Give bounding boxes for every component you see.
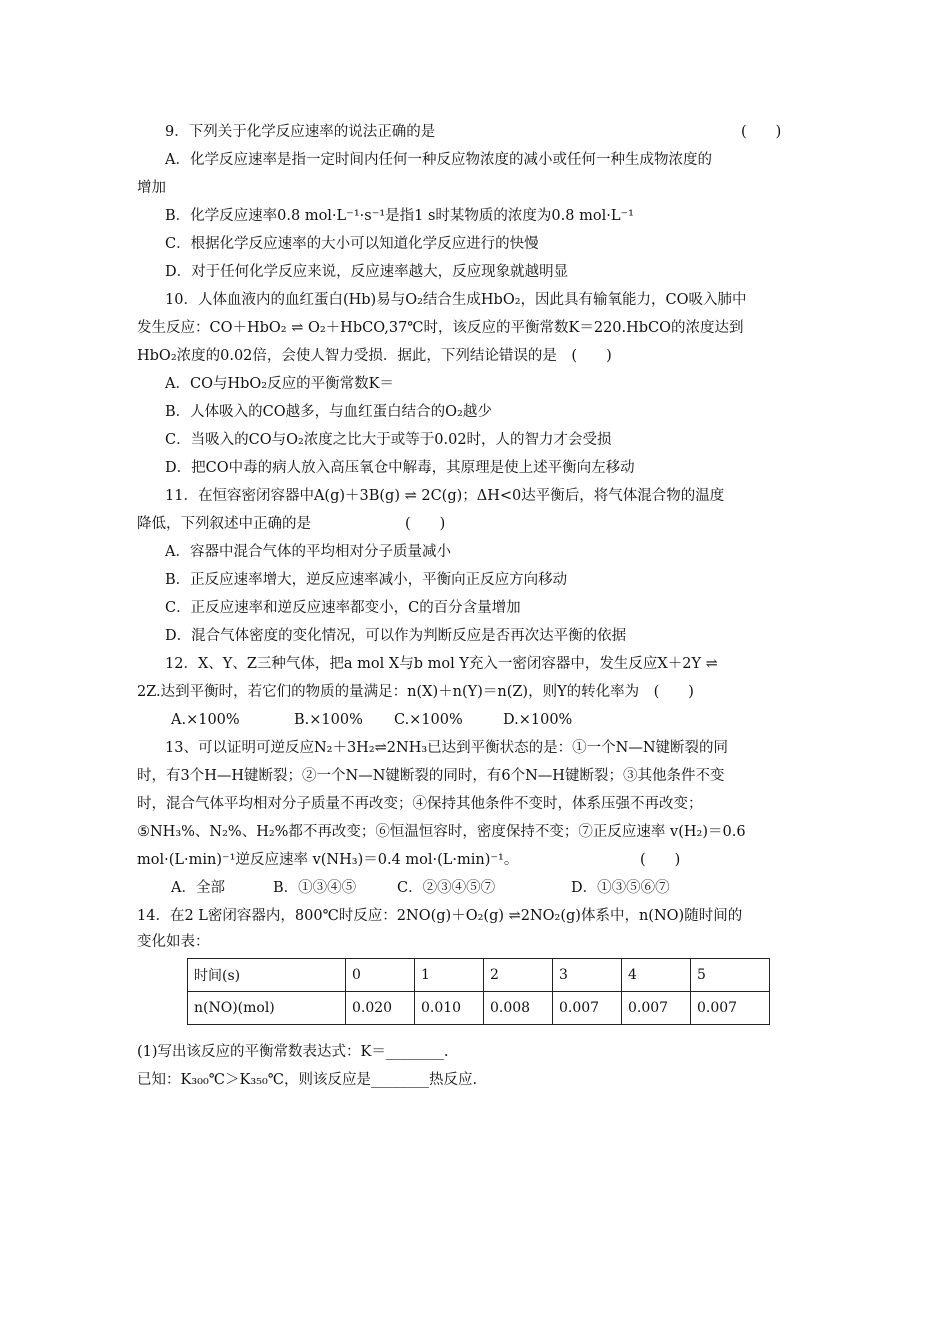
q9-option-c: C．根据化学反应速率的大小可以知道化学反应进行的快慢 — [165, 236, 539, 252]
q12-stem-line1: 12．X、Y、Z三种气体，把a mol X与b mol Y充入一密闭容器中，发生反应X＋2Y ⇌ — [165, 656, 718, 672]
q13-option-a: A．全部 — [171, 880, 225, 896]
q9-stem: 9．下列关于化学反应速率的说法正确的是 — [165, 124, 436, 140]
q13-stem-line1: 13、可以证明可逆反应N₂＋3H₂⇌2NH₃已达到平衡状态的是：①一个N—N键断裂的同 — [165, 740, 729, 756]
q10-option-d: D．把CO中毒的病人放入高压氧仓中解毒，其原理是使上述平衡向左移动 — [165, 460, 635, 476]
table-value-cell: 0.007 — [691, 992, 770, 1025]
table-row-time — [188, 959, 770, 992]
q13-answer-blank: ( ) — [640, 852, 681, 868]
q11-option-c: C．正反应速率和逆反应速率都变小，C的百分含量增加 — [165, 600, 521, 616]
q14-subquestion-2: 已知：K₃₀₀℃＞K₃₅₀℃，则该反应是________热反应. — [137, 1072, 478, 1088]
q11-stem-line1: 11．在恒容密闭容器中A(g)＋3B(g) ⇌ 2C(g)；ΔH<0达平衡后，将气体混合物的温度 — [165, 488, 725, 504]
table-time-cell: 1 — [415, 959, 484, 992]
q9-answer-blank: ( ) — [741, 124, 782, 140]
no-amount-table — [187, 958, 770, 1025]
table-time-cell: 3 — [553, 959, 622, 992]
q9-option-b: B．化学反应速率0.8 mol·L⁻¹·s⁻¹是指1 s时某物质的浓度为0.8 mol·L⁻¹ — [165, 208, 634, 224]
q9-option-d: D．对于任何化学反应来说，反应速率越大，反应现象就越明显 — [165, 264, 569, 280]
q12-option-c: C.×100% — [394, 712, 463, 728]
q12-option-a: A.×100% — [171, 712, 240, 728]
q12-option-d: D.×100% — [503, 712, 573, 728]
q10-stem-line1: 10．人体血液内的血红蛋白(Hb)易与O₂结合生成HbO₂，因此具有输氧能力，CO吸入肺中 — [165, 292, 747, 308]
q13-stem-line2: 时，有3个H—H键断裂；②一个N—N键断裂的同时，有6个N—H键断裂；③其他条件不变 — [137, 768, 725, 784]
q13-option-d: D．①③⑤⑥⑦ — [571, 880, 670, 896]
q14-stem-line1: 14．在2 L密闭容器内，800℃时反应：2NO(g)＋O₂(g) ⇌2NO₂(g)体系中，n(NO)随时间的 — [137, 908, 743, 924]
q11-answer-blank: ( ) — [405, 516, 446, 532]
q14-stem-line2: 变化如表： — [137, 934, 210, 950]
q11-stem-line2: 降低，下列叙述中正确的是 — [137, 516, 311, 532]
q11-option-a: A．容器中混合气体的平均相对分子质量减小 — [165, 544, 451, 560]
table-value-cell: 0.007 — [622, 992, 691, 1025]
q13-option-b: B．①③④⑤ — [273, 880, 357, 896]
q10-option-a: A．CO与HbO₂反应的平衡常数K＝ — [165, 376, 394, 392]
q10-stem-line2: 发生反应：CO＋HbO₂ ⇌ O₂＋HbCO,37℃时，该反应的平衡常数K＝220.HbCO的浓度达到 — [137, 320, 744, 336]
table-time-cell: 4 — [622, 959, 691, 992]
table-value-cell: 0.007 — [553, 992, 622, 1025]
table-time-cell: 2 — [484, 959, 553, 992]
q13-stem-line5: mol·(L·min)⁻¹逆反应速率 v(NH₃)＝0.4 mol·(L·min)⁻¹。 — [137, 852, 519, 868]
table-time-cell: 5 — [691, 959, 770, 992]
q10-option-c: C．当吸入的CO与O₂浓度之比大于或等于0.02时，人的智力才会受损 — [165, 432, 612, 448]
q12-option-b: B.×100% — [294, 712, 363, 728]
q12-stem-line2: 2Z.达到平衡时，若它们的物质的量满足：n(X)＋n(Y)＝n(Z)，则Y的转化率为 ( ) — [137, 684, 694, 700]
table-value-cell: 0.010 — [415, 992, 484, 1025]
table-value-cell: 0.008 — [484, 992, 553, 1025]
table-value-cell: 0.020 — [346, 992, 415, 1025]
table-header-time: 时间(s) — [188, 959, 346, 992]
q10-option-b: B．人体吸入的CO越多，与血红蛋白结合的O₂越少 — [165, 404, 492, 420]
q13-option-c: C．②③④⑤⑦ — [397, 880, 496, 896]
q11-option-b: B．正反应速率增大，逆反应速率减小，平衡向正反应方向移动 — [165, 572, 568, 588]
table-time-cell: 0 — [346, 959, 415, 992]
table-row-no-amount — [188, 992, 770, 1025]
q10-stem-line3: HbO₂浓度的0.02倍，会使人智力受损．据此，下列结论错误的是 ( ) — [137, 348, 612, 364]
q11-option-d: D．混合气体密度的变化情况，可以作为判断反应是否再次达平衡的依据 — [165, 628, 627, 644]
q9-option-a-cont: 增加 — [137, 180, 166, 196]
q13-stem-line4: ⑤NH₃%、N₂%、H₂%都不再改变；⑥恒温恒容时，密度保持不变；⑦正反应速率 v(H₂)＝0.6 — [137, 824, 746, 840]
table-header-no-amount: n(NO)(mol) — [188, 992, 346, 1025]
q14-subquestion-1: (1)写出该反应的平衡常数表达式：K＝________. — [137, 1044, 449, 1060]
q13-stem-line3: 时，混合气体平均相对分子质量不再改变；④保持其他条件不变时，体系压强不再改变； — [137, 796, 703, 812]
q9-option-a: A．化学反应速率是指一定时间内任何一种反应物浓度的减小或任何一种生成物浓度的 — [165, 152, 712, 168]
